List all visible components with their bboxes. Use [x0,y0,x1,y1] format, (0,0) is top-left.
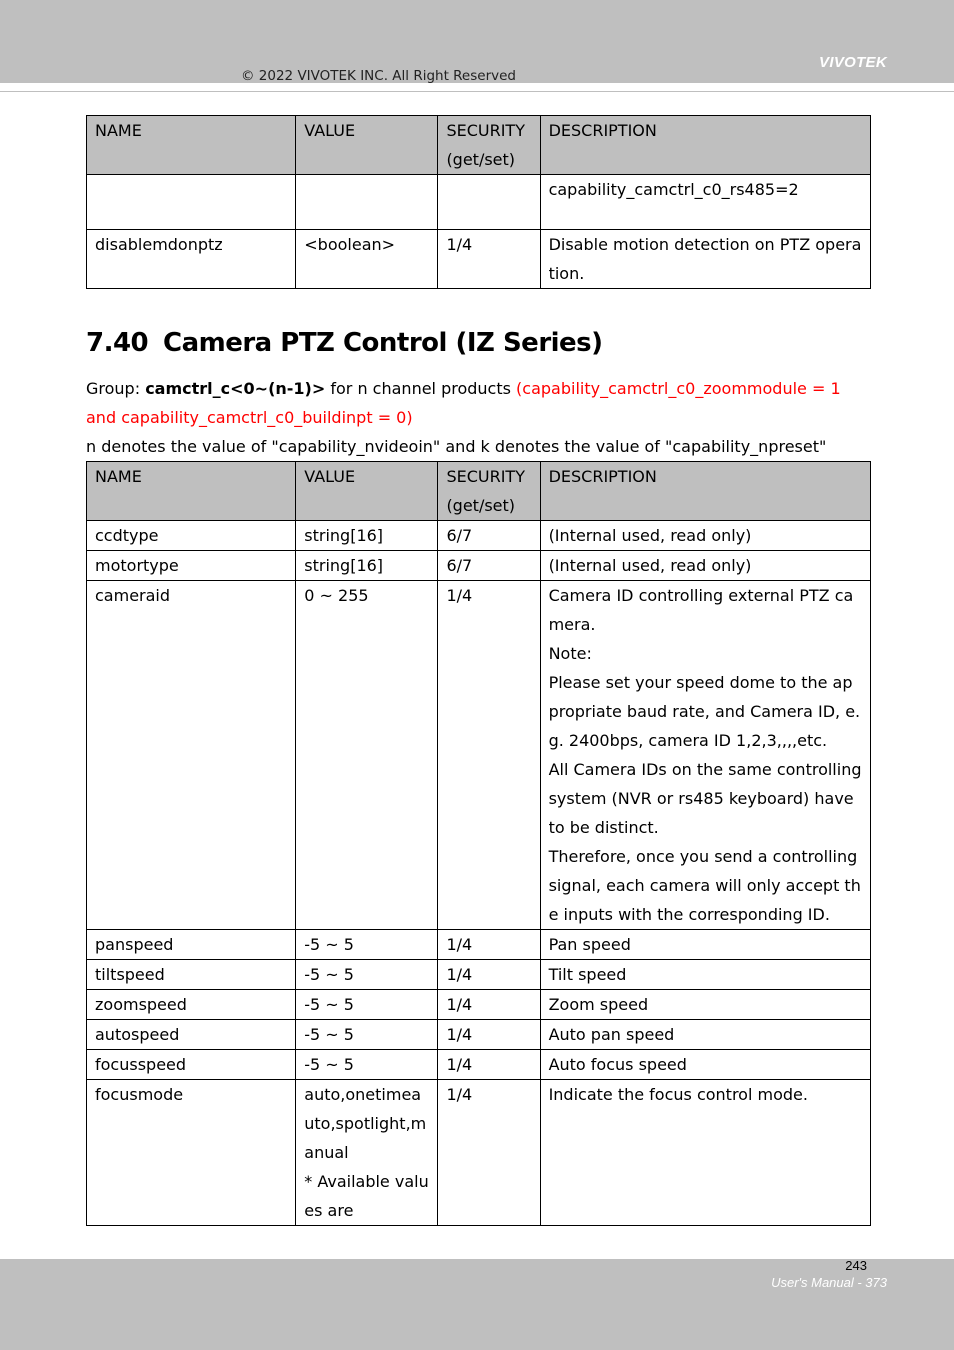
camctrl-parameter-table [86,461,871,1226]
cell-value: -5 ~ 5 [296,930,438,960]
cell-name: tiltspeed [87,960,296,990]
group-description [86,374,871,432]
group-name: camctrl_c<0~(n-1)> [145,379,326,398]
cell-description: Pan speed [540,930,870,960]
cell-description: capability_camctrl_c0_rs485=2 [540,175,870,230]
cell-description: (Internal used, read only) [540,551,870,581]
cell-name [87,175,296,230]
cell-description: Auto pan speed [540,1020,870,1050]
cell-value: 0 ~ 255 [296,581,438,930]
cell-name: cameraid [87,581,296,930]
section-title [86,328,603,358]
cell-name: autospeed [87,1020,296,1050]
cell-name: panspeed [87,930,296,960]
header-description: DESCRIPTION [540,462,870,521]
header-security: SECURITY (get/set) [438,116,540,175]
cell-security: 1/4 [438,230,540,289]
cell-description: Camera ID controlling external PTZ camera. Note: Please set your speed dome to the appropriate baud rate, and Camera ID, e.g. 2400bps, camera ID 1,2,3,,,,etc. All Camera IDs on the same controlling system (NVR or rs485 keyboard) have to be distinct. Therefore, once you send a controlling signal, each camera will only accept the inputs with the corresponding ID. [540,581,870,930]
header-value: VALUE [296,462,438,521]
manual-page-label: User's Manual - 373 [771,1275,887,1290]
cell-security: 1/4 [438,930,540,960]
cell-value [296,175,438,230]
header-name: NAME [87,116,296,175]
header-security: SECURITY (get/set) [438,462,540,521]
table-header-row [87,116,871,175]
cell-value: auto,onetimeauto,spotlight,manual * Available values are [296,1080,438,1226]
copyright-text: © 2022 VIVOTEK INC. All Right Reserved [241,68,516,84]
table-row [87,1020,871,1050]
table-header-row [87,462,871,521]
cell-security: 6/7 [438,551,540,581]
cell-name: disablemdonptz [87,230,296,289]
cell-security [438,175,540,230]
header-description: DESCRIPTION [540,116,870,175]
cell-security: 1/4 [438,1020,540,1050]
table-row [87,551,871,581]
table-row [87,930,871,960]
table-row [87,521,871,551]
table-row [87,175,871,230]
group-suffix: for n channel products [325,379,517,398]
cell-description: Tilt speed [540,960,870,990]
cell-description: Indicate the focus control mode. [540,1080,870,1226]
header-value: VALUE [296,116,438,175]
cell-value: -5 ~ 5 [296,1020,438,1050]
cell-security: 1/4 [438,1080,540,1226]
header-divider [0,91,954,92]
cell-name: focusmode [87,1080,296,1226]
parameter-table-continued [86,115,871,289]
cell-description: Auto focus speed [540,1050,870,1080]
section-heading: Camera PTZ Control (IZ Series) [163,328,603,358]
cell-name: zoomspeed [87,990,296,1020]
group-label: Group: [86,379,146,398]
cell-value: -5 ~ 5 [296,1050,438,1080]
group-condition: (capability_camctrl_c0_zoommodule = 1 and capability_camctrl_c0_buildinpt = 0) [86,379,841,427]
cell-description: Disable motion detection on PTZ operation. [540,230,870,289]
section-number: 7.40 [86,328,149,358]
table-row [87,990,871,1020]
table-row [87,230,871,289]
cell-name: ccdtype [87,521,296,551]
cell-name: motortype [87,551,296,581]
table-row [87,1050,871,1080]
cell-description: (Internal used, read only) [540,521,870,551]
page-number: 243 [845,1258,867,1273]
cell-description: Zoom speed [540,990,870,1020]
table-row [87,960,871,990]
cell-value: string[16] [296,551,438,581]
cell-security: 1/4 [438,990,540,1020]
cell-name: focusspeed [87,1050,296,1080]
cell-security: 6/7 [438,521,540,551]
cell-security: 1/4 [438,581,540,930]
table-row [87,581,871,930]
cell-value: string[16] [296,521,438,551]
header-name: NAME [87,462,296,521]
table-body [87,116,871,289]
cell-value: -5 ~ 5 [296,990,438,1020]
cell-value: <boolean> [296,230,438,289]
cell-value: -5 ~ 5 [296,960,438,990]
cell-security: 1/4 [438,960,540,990]
table-row [87,1080,871,1226]
table-body [87,462,871,1226]
variable-note: n denotes the value of "capability_nvideoin" and k denotes the value of "capability_npreset" [86,437,827,456]
brand-logo: VIVOTEK [819,54,887,71]
cell-security: 1/4 [438,1050,540,1080]
